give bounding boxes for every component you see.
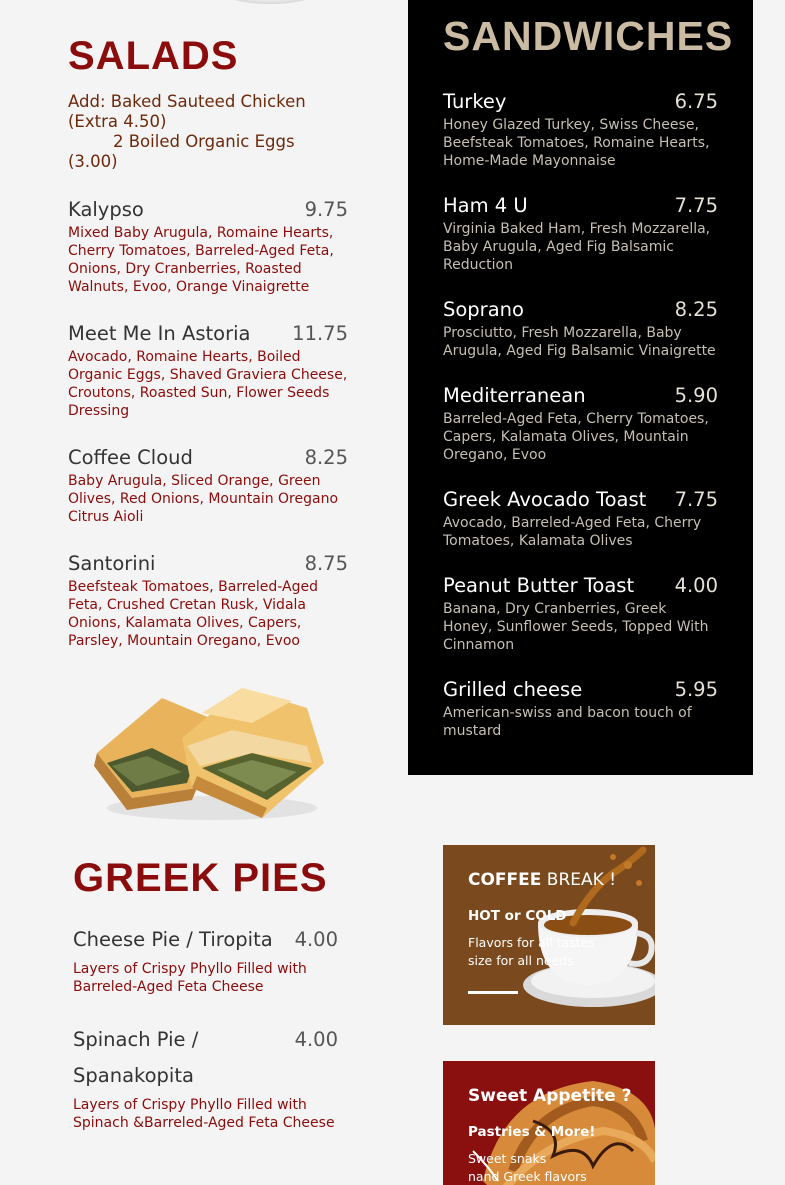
spinach-pie-image — [92, 668, 328, 828]
item-description: Mixed Baby Arugula, Romaine Hearts, Cherry Tomatoes, Barreled-Aged Feta, Onions, Dry Cranberries, Roasted Walnuts, Evoo, Orange Vinaigrette — [68, 225, 334, 295]
sweet-appetite-card[interactable] — [443, 1061, 655, 1185]
sandwiches-section — [408, 0, 753, 775]
menu-item-soprano — [443, 298, 718, 360]
item-name: Spinach Pie / Spanakopita — [73, 1028, 199, 1087]
add-note-line: 2 Boiled Organic Eggs — [113, 132, 295, 151]
item-price: 6.75 — [674, 90, 718, 113]
coffee-break-card[interactable] — [443, 845, 655, 1025]
salads-heading: SALADS — [68, 34, 239, 78]
item-price: 4.00 — [674, 574, 718, 597]
item-description: Honey Glazed Turkey, Swiss Cheese, Beefsteak Tomatoes, Romaine Hearts, Home-Made Mayonnaise — [443, 117, 710, 169]
menu-item-meet-me-in-astoria — [68, 322, 348, 420]
item-name: Peanut Butter Toast — [443, 574, 635, 597]
menu-item-kalypso — [68, 198, 348, 296]
item-description: Avocado, Romaine Hearts, Boiled Organic Eggs, Shaved Graviera Cheese, Croutons, Roasted Sun, Flower Seeds Dressing — [68, 349, 348, 419]
menu-item-santorini — [68, 552, 348, 650]
item-description: Virginia Baked Ham, Fresh Mozzarella, Baby Arugula, Aged Fig Balsamic Reduction — [443, 221, 711, 273]
plate-image-fragment — [215, 0, 325, 4]
sweet-card-text: Sweet snaks — [468, 1151, 547, 1166]
greek-pies-section — [73, 852, 338, 1132]
item-name: Coffee Cloud — [68, 446, 193, 469]
item-name: Greek Avocado Toast — [443, 488, 647, 511]
add-note-line: (3.00) — [68, 152, 118, 171]
item-name: Meet Me In Astoria — [68, 322, 251, 345]
item-name: Ham 4 U — [443, 194, 528, 217]
item-price: 9.75 — [304, 198, 348, 221]
item-price: 5.95 — [674, 678, 718, 701]
item-price: 5.90 — [674, 384, 718, 407]
item-price: 8.25 — [674, 298, 718, 321]
item-description: Layers of Crispy Phyllo Filled with Spinach &Barreled-Aged Feta Cheese — [73, 1097, 335, 1131]
salads-section — [68, 30, 348, 650]
item-name: Kalypso — [68, 198, 144, 221]
item-description: Banana, Dry Cranberries, Greek Honey, Sunflower Seeds, Topped With Cinnamon — [443, 601, 709, 653]
menu-item-greek-avocado-toast — [443, 488, 718, 550]
item-description: Prosciutto, Fresh Mozzarella, Baby Arugula, Aged Fig Balsamic Vinaigrette — [443, 325, 716, 359]
sweet-card-text: nand Greek flavors — [468, 1169, 587, 1184]
salads-add-note — [68, 92, 348, 172]
sweet-card-subtitle: Pastries & More! — [468, 1124, 596, 1140]
item-description: Layers of Crispy Phyllo Filled with Barreled-Aged Feta Cheese — [73, 961, 307, 995]
coffee-card-subtitle: HOT or COLD — [468, 908, 567, 924]
menu-item-grilled-cheese — [443, 678, 718, 740]
item-name: Turkey — [443, 90, 507, 113]
coffee-card-text: size for all needs — [468, 953, 574, 968]
item-name: Cheese Pie / Tiropita — [73, 928, 273, 951]
coffee-card-divider — [468, 991, 518, 994]
sweet-card-title: Sweet Appetite ? — [468, 1086, 632, 1106]
item-price: 8.25 — [304, 446, 348, 469]
menu-item-mediterranean — [443, 384, 718, 464]
menu-item-coffee-cloud — [68, 446, 348, 526]
menu-item-spinach-pie — [73, 1022, 338, 1132]
item-name: Mediterranean — [443, 384, 586, 407]
add-note-line: Add: Baked Sauteed Chicken (Extra 4.50) — [68, 92, 306, 131]
item-description: Avocado, Barreled-Aged Feta, Cherry Tomatoes, Kalamata Olives — [443, 515, 702, 549]
item-price: 7.75 — [674, 488, 718, 511]
coffee-card-title: COFFEE BREAK ! — [468, 870, 617, 890]
menu-item-turkey — [443, 90, 718, 170]
item-description: American-swiss and bacon touch of mustard — [443, 705, 692, 739]
item-price: 4.00 — [294, 1028, 338, 1051]
sandwiches-heading: SANDWICHES — [443, 13, 734, 59]
menu-item-ham-4-u — [443, 194, 718, 274]
item-description: Beefsteak Tomatoes, Barreled-Aged Feta, Crushed Cretan Rusk, Vidala Onions, Kalamata Olives, Capers, Parsley, Mountain Oregano, Evoo — [68, 579, 318, 649]
menu-item-cheese-pie — [73, 922, 338, 996]
menu-item-peanut-butter-toast — [443, 574, 718, 654]
item-price: 7.75 — [674, 194, 718, 217]
item-name: Santorini — [68, 552, 156, 575]
item-price: 11.75 — [292, 322, 348, 345]
coffee-card-text: Flavors for all tastes — [468, 935, 595, 950]
item-name: Grilled cheese — [443, 678, 583, 701]
item-price: 4.00 — [294, 928, 338, 951]
greek-pies-heading: GREEK PIES — [73, 856, 328, 900]
item-description: Baby Arugula, Sliced Orange, Green Olives, Red Onions, Mountain Oregano Citrus Aioli — [68, 473, 339, 525]
item-description: Barreled-Aged Feta, Cherry Tomatoes, Capers, Kalamata Olives, Mountain Oregano, Evoo — [443, 411, 709, 463]
item-name: Soprano — [443, 298, 524, 321]
item-price: 8.75 — [304, 552, 348, 575]
